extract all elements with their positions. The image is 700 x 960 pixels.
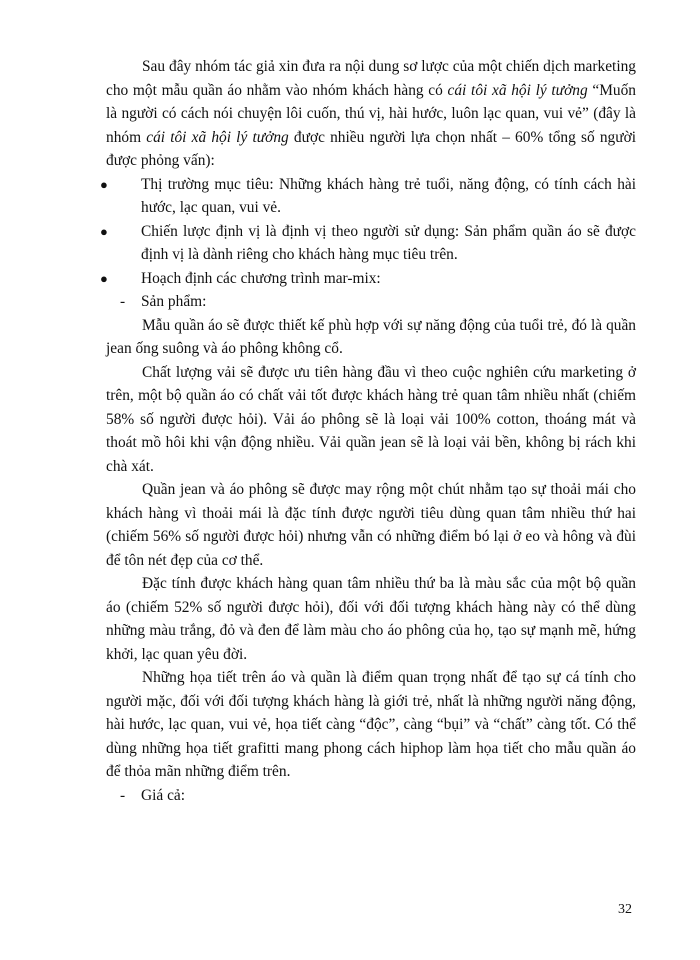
bullet-text: Chiến lược định vị là định vị theo người sử dụng: Sản phẩm quần áo sẽ được định vị là dành riêng cho khách hàng mục tiêu trên.: [141, 222, 636, 263]
dash-icon: -: [120, 786, 126, 804]
bullet-item-target-market: [100, 173, 636, 220]
bullet-text: Hoạch định các chương trình mar-mix:: [141, 269, 381, 287]
intro-italic-2: cái tôi xã hội lý tưởng: [146, 128, 289, 146]
bullet-icon: ●: [100, 223, 108, 239]
intro-text-1: Sau đây nhóm tác giả xin đưa ra nội dung sơ lược của một chiến dịch marketing cho một mẫu quần áo nhằm vào nhóm khách hàng có: [106, 58, 636, 99]
page-number: 32: [618, 902, 632, 917]
dash-icon: -: [120, 293, 126, 310]
section-price-heading: [106, 784, 636, 808]
fabric-paragraph: Chất lượng vải sẽ được ưu tiên hàng đầu vì theo cuộc nghiên cứu marketing ở trên, một bộ quần áo có chất vải tốt được khách hàng trẻ quan tâm nhiều nhất (chiếm 58% số người được hỏi). Vải áo phông sẽ là loại vải 100% cotton, thoáng mát và thoát mồ hôi khi vận động nhiều. Vải quần jean sẽ là loại vải bền, không bị rách khi chà xát.: [106, 363, 636, 475]
intro-paragraph: [106, 55, 636, 173]
intro-text-3: được nhiều người lựa chọn nhất – 60% tổng số người được phỏng vấn):: [106, 128, 636, 169]
intro-text-2: “Muốn là người có cách nói chuyện lôi cuốn, thú vị, hài hước, luôn lạc quan, vui vẻ” (đây là nhóm: [106, 81, 636, 146]
bullet-text: Thị trường mục tiêu: Những khách hàng trẻ tuổi, năng động, có tính cách hài hước, lạc quan, vui vẻ.: [141, 175, 636, 216]
section-product-heading: [106, 290, 636, 314]
bullet-icon: ●: [100, 270, 108, 286]
intro-italic-1: cái tôi xã hội lý tưởng: [447, 81, 588, 99]
color-paragraph: Đặc tính được khách hàng quan tâm nhiều thứ ba là màu sắc của một bộ quần áo (chiếm 52% số người được hỏi), đối với đối tượng khách hàng này có thể dùng những màu trắng, đỏ và đen để làm màu cho áo phông của họ, tạo sự mạnh mẽ, hứng khởi, lạc quan yêu đời.: [106, 575, 636, 663]
section-product-label: Sản phẩm:: [141, 293, 207, 310]
pattern-paragraph: Những họa tiết trên áo và quần là điểm quan trọng nhất để tạo sự cá tính cho người mặc, đối với đối tượng khách hàng là giới trẻ, nhất là những người năng động, hài hước, lạc quan, vui vẻ, họa tiết càng “độc”, càng “bụi” và “chất” càng tốt. Có thể dùng những họa tiết grafitti mang phong cách hiphop làm họa tiết cho mẫu quần áo để thỏa mãn những điểm trên.: [106, 669, 636, 780]
section-price-label: Giá cả:: [141, 786, 186, 804]
fit-paragraph: Quần jean và áo phông sẽ được may rộng một chút nhằm tạo sự thoải mái cho khách hàng vì thoải mái là đặc tính được người tiêu dùng quan tâm nhiều thứ hai (chiếm 56% số người được hỏi) nhưng vẫn có những điểm bó lại ở eo và hông và đùi để tôn nét đẹp của cơ thể.: [106, 481, 636, 569]
bullet-icon: ●: [100, 176, 108, 192]
product-paragraph: Mẫu quần áo sẽ được thiết kế phù hợp với sự năng động của tuổi trẻ, đó là quần jean ống suông và áo phông không cổ.: [106, 316, 636, 357]
page-body: [100, 55, 636, 807]
bullet-item-mar-mix: [100, 267, 636, 291]
bullet-item-positioning: [100, 220, 636, 267]
